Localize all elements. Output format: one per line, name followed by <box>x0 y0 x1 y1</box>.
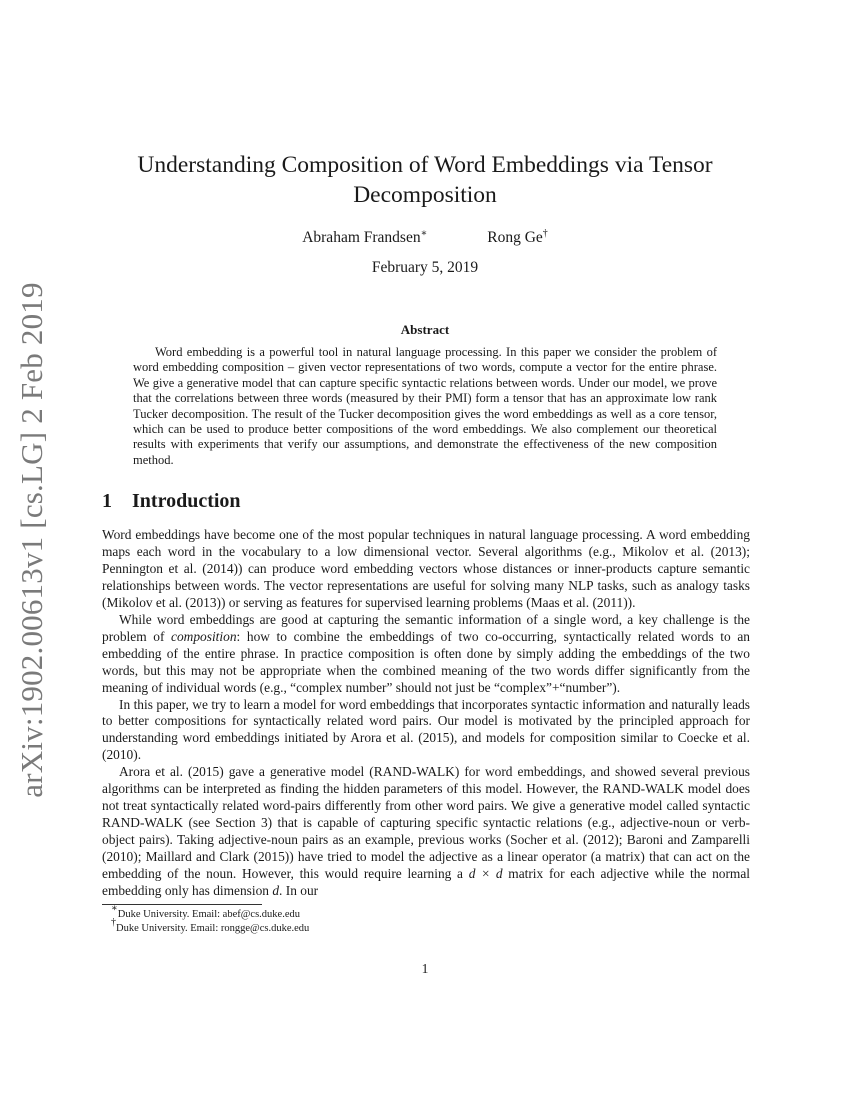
paragraph-4-middle: matrix for each adjective while the normal embedding only has dimension <box>102 866 750 899</box>
section-title: Introduction <box>132 490 241 512</box>
section-body <box>102 527 750 900</box>
footnote-1-mark: ∗ <box>111 903 118 914</box>
footnote-rule <box>102 904 262 905</box>
author-1-mark: ∗ <box>420 228 428 239</box>
author-1 <box>302 229 427 247</box>
footnote-1 <box>102 903 309 922</box>
paragraph-2 <box>102 612 750 697</box>
footnotes <box>102 903 310 936</box>
footnote-2-text: Duke University. Email: rongge@cs.duke.edu <box>116 923 310 934</box>
paper-date: February 5, 2019 <box>371 259 479 276</box>
paragraph-2-start: While word embeddings are good at capturing the semantic information of a single word, a key challenge is the problem of <box>102 611 750 644</box>
author-2 <box>487 229 548 247</box>
author-1-name: Abraham Frandsen <box>302 229 421 246</box>
section-heading <box>102 490 241 513</box>
section-number: 1 <box>102 490 112 512</box>
title-line-1: Understanding Composition of Word Embeddings via Tensor <box>137 152 713 178</box>
paragraph-3: In this paper, we try to learn a model for word embeddings that incorporates syntactic information and naturally leads to better compositions for syntactically related word pairs. Our model is motivated by the principled approach for understanding word embeddings initiated by Arora et al. (2015), and models for composition similar to Coecke et al. (2010). <box>102 696 750 763</box>
emphasis-composition: composition <box>171 628 237 644</box>
author-list <box>100 229 750 247</box>
abstract-heading: Abstract <box>400 322 450 337</box>
math-d: d <box>272 883 280 899</box>
arxiv-sidebar <box>12 282 52 798</box>
abstract-text: Word embedding is a powerful tool in natural language processing. In this paper we consider the problem of word embedding composition – given vector representations of two words, compute a vector for the entire phrase. We give a generative model that can capture specific syntactic relations between words. Under our model, we prove that the correlations between three words (measured by their PMI) form a tensor that has an approximate low rank Tucker decomposition. The result of the Tucker decomposition gives the word embeddings as well as a core tensor, which can be used to produce better compositions of the word embeddings. We also complement our theoretical results with experiments that verify our assumptions, and demonstrate the effectiveness of the new composition method. <box>133 345 717 467</box>
paragraph-4-start: Arora et al. (2015) gave a generative model (RAND-WALK) for word embeddings, and showed several previous algorithms can be interpreted as finding the hidden parameters of this model. However, the RAND-WALK model does not treat syntactically related word-pairs differently from other word pairs. We give a generative model called syntactic RAND-WALK (see Section 3) that is capable of capturing specific syntactic relations (e.g., adjective-noun or verb-object pairs). Taking adjective-noun pairs as an example, previous works (Socher et al. (2012); Baroni and Zamparelli (2010); Maillard and Clark (2015)) have tried to model the adjective as a linear operator (a matrix) that can act on the embedding of the noun. However, this would require learning a <box>102 764 750 882</box>
author-2-mark: † <box>542 228 548 239</box>
paragraph-2-end: : how to combine the embeddings of two co-occurring, syntactically related words to an embedding of the entire phrase. In practice composition is often done by simply adding the embeddings of the two words, but this may not be appropriate when the combined meaning of the two words differ significantly from the meaning of individual words (e.g., “complex number” should not just be “complex”+“number”). <box>102 628 750 695</box>
math-d-times-d: d × d <box>468 866 503 882</box>
title-line-2: Decomposition <box>353 182 497 208</box>
author-2-name: Rong Ge <box>487 229 543 246</box>
footnote-2-mark: † <box>111 917 116 928</box>
footnote-2 <box>102 917 310 936</box>
footnote-1-text: Duke University. Email: abef@cs.duke.edu <box>117 909 300 920</box>
page-number: 1 <box>421 961 429 976</box>
paragraph-4-end: . In our <box>279 883 319 899</box>
paragraph-4 <box>102 764 750 900</box>
arxiv-identifier: arXiv:1902.00613v1 [cs.LG] 2 Feb 2019 <box>14 282 49 798</box>
paragraph-1: Word embeddings have become one of the most popular techniques in natural language processing. A word embedding maps each word in the vocabulary to a low dimensional vector. Several algorithms (e.g., Mikolov et al. (2013); Pennington et al. (2014)) can produce word embedding vectors whose distances or inner-products capture semantic relationships between words. The vector representations are useful for solving many NLP tasks, such as analogy tasks (Mikolov et al. (2013)) or serving as features for supervised learning problems (Maas et al. (2011)). <box>102 527 750 610</box>
paper-title <box>100 150 750 210</box>
